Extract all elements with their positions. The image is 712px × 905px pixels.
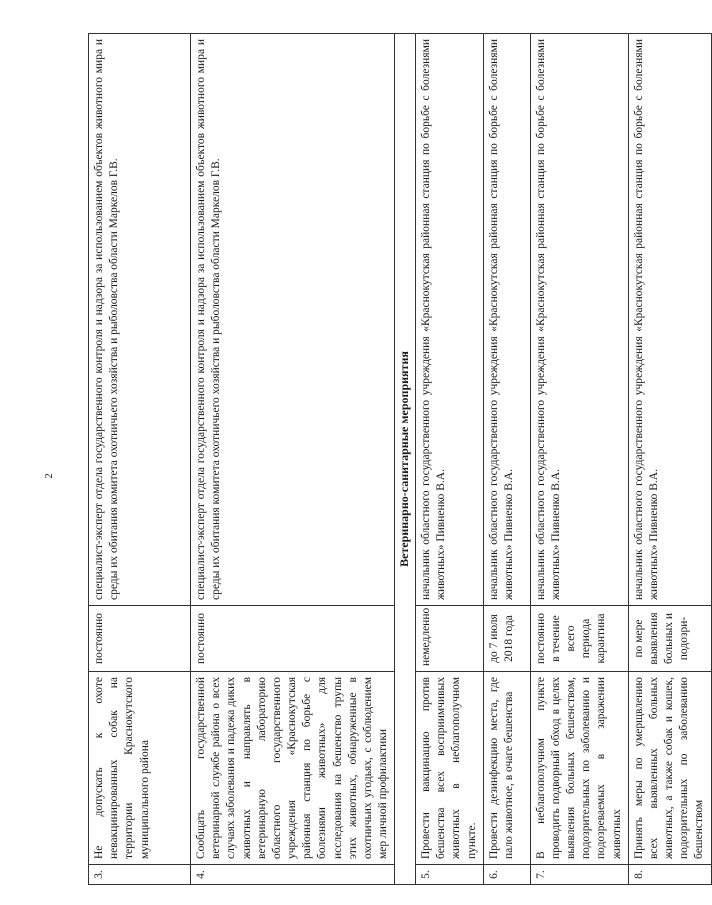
measure-text: Сообщать государственной ветеринарной службе района о всех случаях заболевания и падежа диких животных и направлять в ветеринарную лабораторию областного государственного учреждения «Краснокутская районная станция по борьбе с болезнями животных» для исследования на бешенство трупы этих животных, обнаруженные в охотничьих угодьях, с соблюдением мер личной профилактики: [191, 672, 395, 865]
measures-table: [88, 33, 712, 885]
responsible: начальник областного государственного учреждения «Краснокутская районная станция по борьбе с болезнями животных» Пивненко В.А.: [416, 34, 484, 606]
row-number: 6.: [483, 865, 530, 885]
responsible: специалист-эксперт отдела государственного контроля и надзора за использованием объектов животного мира и среды их обитания комитета охотничьего хозяйства и рыболовства области Маркелов Г.В.: [89, 34, 191, 606]
deadline: постоянно в течение всего периода карантина: [530, 606, 628, 672]
page-number: 2: [43, 473, 55, 479]
measure-text: Принять меры по умерщвлению всех выявленных больных животных, а также собак и кошек, подозрительных по заболеванию бешенством: [628, 672, 711, 865]
table-row: [483, 34, 530, 885]
deadline: по мере выявления больных и подозри-: [628, 606, 711, 672]
responsible: начальник областного государственного учреждения «Краснокутская районная станция по борьбе с болезнями животных» Пивненко В.А.: [483, 34, 530, 606]
section-title: Ветеринарно-санитарные мероприятия: [395, 34, 416, 885]
table-row: [530, 34, 628, 885]
measure-text: Не допускать к охоте невакцинированных собак на территории Краснокутского муниципального района: [89, 672, 191, 865]
table-row: [191, 34, 395, 885]
deadline: немедленно: [416, 606, 484, 672]
table-row: [89, 34, 191, 885]
responsible: специалист-эксперт отдела государственного контроля и надзора за использованием объектов животного мира и среды их обитания комитета охотничьего хозяйства и рыболовства области Маркелов Г.В.: [191, 34, 395, 606]
row-number: 7.: [530, 865, 628, 885]
measure-text: В неблагополучном пункте проводить подворный обход в целях выявления больных бешенством, подозрительных по заболеванию и подозреваемых в заражении животных: [530, 672, 628, 865]
table-row: [628, 34, 711, 885]
responsible: начальник областного государственного учреждения «Краснокутская районная станция по борьбе с болезнями животных» Пивненко В.А.: [628, 34, 711, 606]
document-page: [88, 33, 706, 885]
row-number: 4.: [191, 865, 395, 885]
deadline: постоянно: [191, 606, 395, 672]
measure-text: Провести дезинфекцию места, где пало животное, в очаге бешенства: [483, 672, 530, 865]
row-number: 3.: [89, 865, 191, 885]
row-number: 5.: [416, 865, 484, 885]
measure-text: Провести вакцинацию против бешенства всех восприимчивых животных в неблагополучном пункте.: [416, 672, 484, 865]
responsible: начальник областного государственного учреждения «Краснокутская районная станция по борьбе с болезнями животных» Пивненко В.А.: [530, 34, 628, 606]
deadline: до 7 июля 2018 года: [483, 606, 530, 672]
table-row: [416, 34, 484, 885]
section-header-row: [395, 34, 416, 885]
row-number: 8.: [628, 865, 711, 885]
deadline: постоянно: [89, 606, 191, 672]
